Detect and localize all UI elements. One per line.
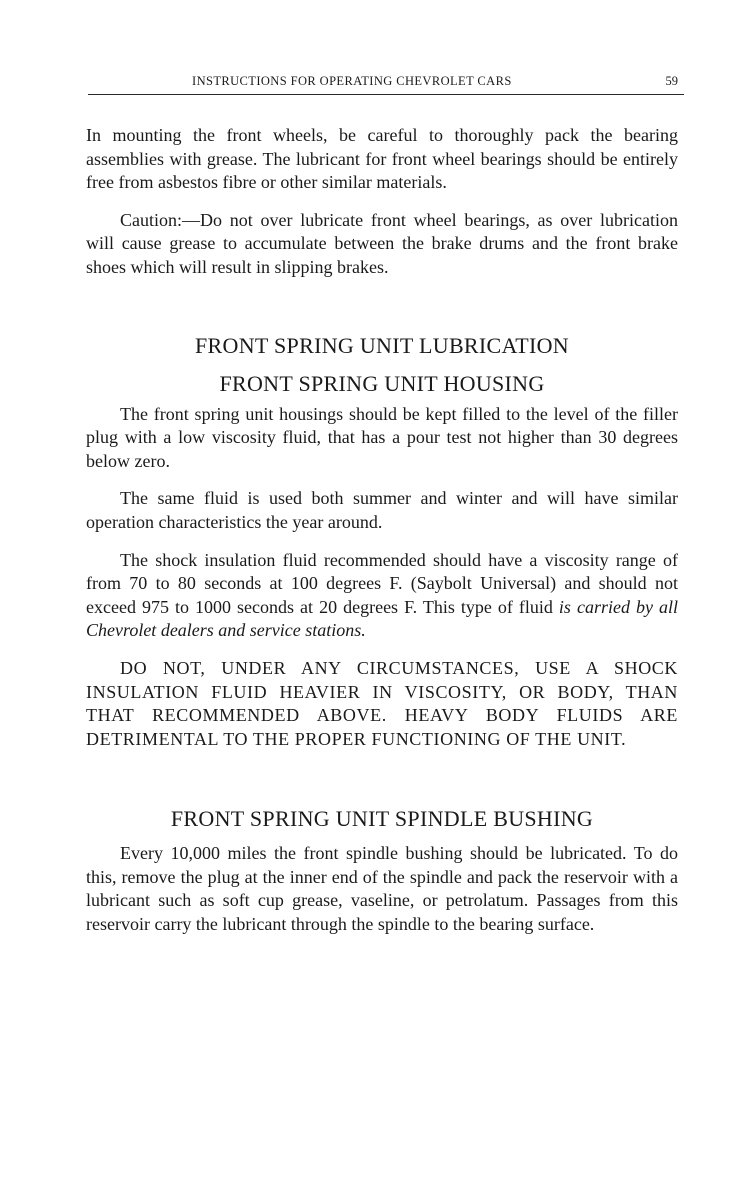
page-body [86, 124, 678, 937]
section-heading-lubrication: FRONT SPRING UNIT LUBRICATION [195, 332, 569, 358]
dealers-note: is carried by all Chevrolet dealers and service stations. [86, 596, 678, 641]
paragraph-wheel-mounting: In mounting the front wheels, be careful to thoroughly pack the bearing assemblies with grease. The lubricant for front wheel bearings should be entirely free from asbestos fibre or other similar materials. [86, 125, 678, 193]
viscosity-text: The shock insulation fluid recommended should have a viscosity range of from 70 to 80 seconds at 100 degrees F. (Saybolt Universal) and should not exceed 975 to 1000 seconds at 20 degrees F. This type of fluid [86, 549, 678, 617]
page-number: 59 [665, 74, 678, 88]
paragraph-same-fluid: The same fluid is used both summer and winter and will have similar operation characteristics the year around. [86, 488, 678, 532]
running-header [88, 74, 684, 95]
paragraph-viscosity [86, 549, 678, 643]
section-heading-spindle-bushing: FRONT SPRING UNIT SPINDLE BUSHING [170, 806, 594, 832]
section-heading-housing: FRONT SPRING UNIT HOUSING [219, 370, 545, 396]
paragraph-housing-fluid: The front spring unit housings should be kept filled to the level of the filler plug with a low viscosity fluid, that has a pour test not higher than 30 degrees below zero. [86, 403, 678, 471]
paragraph-spindle-bushing: Every 10,000 miles the front spindle bushing should be lubricated. To do this, remove the plug at the inner end of the spindle and pack the reservoir with a lubricant such as soft cup grease, vaseline, or petrolatum. Passages from this reservoir carry the lubricant through the spindle to the bearing surface. [86, 843, 678, 935]
running-title: INSTRUCTIONS FOR OPERATING CHEVROLET CARS [192, 74, 512, 88]
paragraph-caution: Caution:—Do not over lubricate front wheel bearings, as over lubrication will cause grease to accumulate between the brake drums and the front brake shoes which will result in slipping brakes. [86, 209, 678, 277]
paragraph-warning: DO NOT, UNDER ANY CIRCUMSTANCES, USE A SHOCK INSULATION FLUID HEAVIER IN VISCOSITY, OR BODY, THAN THAT RECOMMENDED ABOVE. HEAVY BODY FLUIDS ARE DETRIMENTAL TO THE PROPER FUNCTIONING OF THE UNIT. [86, 657, 678, 749]
